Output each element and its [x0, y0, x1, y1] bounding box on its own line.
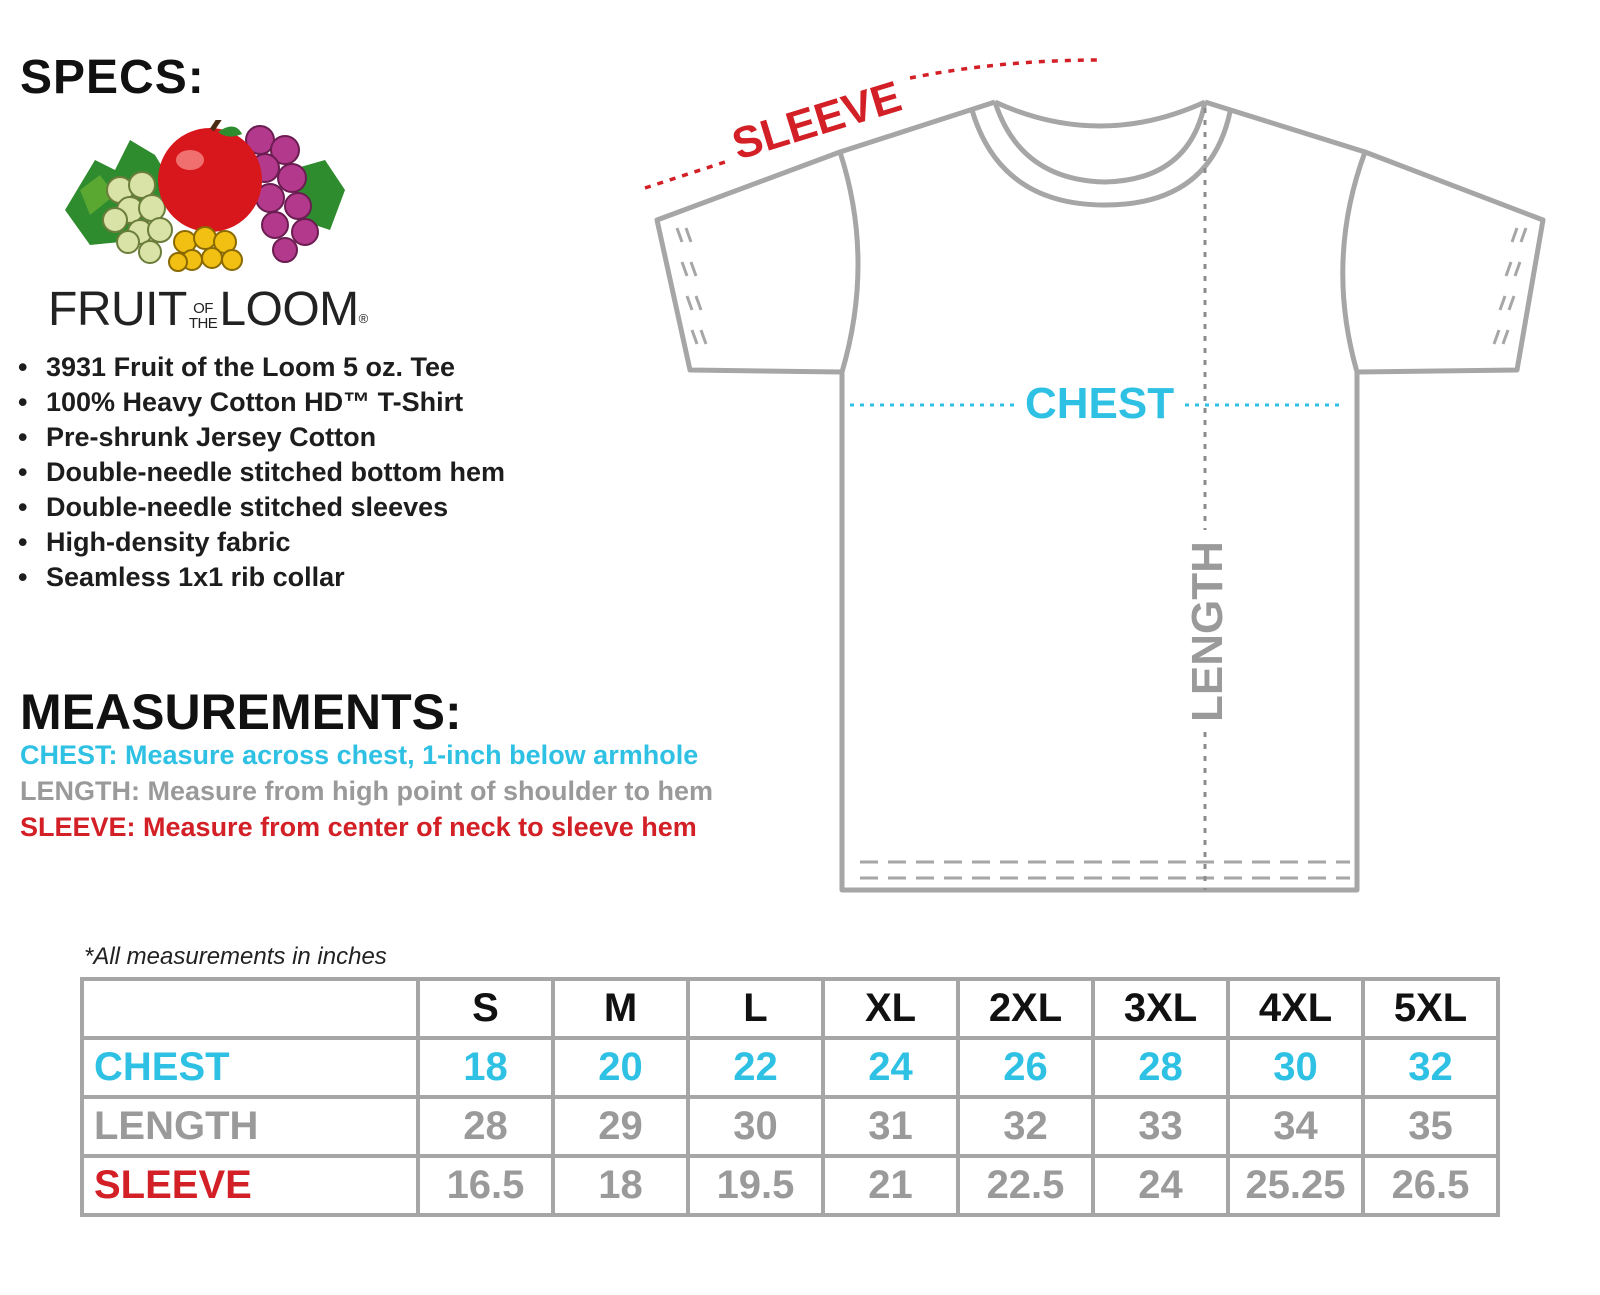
- feature-text: Double-needle stitched bottom hem: [46, 457, 506, 487]
- bullet-icon: •: [18, 352, 28, 382]
- table-cell: 19.5: [688, 1156, 823, 1215]
- size-header: L: [688, 979, 823, 1038]
- registered-mark: ®: [358, 311, 368, 326]
- feature-item: [18, 350, 505, 385]
- table-cell: 24: [1093, 1156, 1228, 1215]
- table-cell: 30: [688, 1097, 823, 1156]
- length-row: [82, 1097, 1498, 1156]
- bullet-icon: •: [18, 422, 28, 452]
- collar-outline: [995, 102, 1205, 126]
- units-note: *All measurements in inches: [84, 943, 387, 970]
- fruit-of-the-loom-logo-icon: [60, 120, 350, 280]
- tshirt-outline: [840, 102, 1365, 890]
- table-cell: 20: [553, 1038, 688, 1097]
- specs-title: SPECS:: [20, 51, 205, 104]
- table-cell: 32: [958, 1097, 1093, 1156]
- brand-word-the: THE: [188, 315, 218, 332]
- size-header: XL: [823, 979, 958, 1038]
- table-cell: 32: [1363, 1038, 1498, 1097]
- row-label-length: LENGTH: [82, 1097, 418, 1156]
- table-cell: 29: [553, 1097, 688, 1156]
- brand-word-of-the: [189, 301, 218, 331]
- feature-item: [18, 525, 505, 560]
- feature-item: [18, 455, 505, 490]
- size-header: M: [553, 979, 688, 1038]
- brand-word-fruit: FRUIT: [48, 283, 187, 336]
- size-header: 3XL: [1093, 979, 1228, 1038]
- table-cell: 22.5: [958, 1156, 1093, 1215]
- table-cell: 18: [418, 1038, 553, 1097]
- table-cell: 35: [1363, 1097, 1498, 1156]
- sleeve-row: [82, 1156, 1498, 1215]
- size-header: S: [418, 979, 553, 1038]
- table-cell: 26: [958, 1038, 1093, 1097]
- feature-item: [18, 420, 505, 455]
- bullet-icon: •: [18, 387, 28, 417]
- table-cell: 30: [1228, 1038, 1363, 1097]
- table-cell: 24: [823, 1038, 958, 1097]
- brand-word-of: OF: [193, 300, 213, 317]
- row-label-sleeve: SLEEVE: [82, 1156, 418, 1215]
- size-header: 5XL: [1363, 979, 1498, 1038]
- feature-text: 3931 Fruit of the Loom 5 oz. Tee: [46, 352, 456, 382]
- table-cell: 21: [823, 1156, 958, 1215]
- feature-item: [18, 490, 505, 525]
- size-header-row: [82, 979, 1498, 1038]
- feature-text: Pre-shrunk Jersey Cotton: [46, 422, 377, 452]
- bullet-icon: •: [18, 457, 28, 487]
- table-cell: 18: [553, 1156, 688, 1215]
- right-sleeve-outline: [1357, 152, 1543, 372]
- feature-list: [18, 350, 505, 595]
- table-cell: 26.5: [1363, 1156, 1498, 1215]
- corner-cell: [82, 979, 418, 1038]
- brand-word-loom: LOOM: [219, 283, 359, 336]
- bullet-icon: •: [18, 492, 28, 522]
- feature-text: Double-needle stitched sleeves: [46, 492, 449, 522]
- feature-text: Seamless 1x1 rib collar: [46, 562, 345, 592]
- sleeve-label: SLEEVE: [726, 71, 907, 170]
- size-header: 4XL: [1228, 979, 1363, 1038]
- table-cell: 31: [823, 1097, 958, 1156]
- length-instruction: LENGTH: Measure from high point of shoulder to hem: [20, 776, 713, 806]
- table-cell: 34: [1228, 1097, 1363, 1156]
- sleeve-instruction: SLEEVE: Measure from center of neck to sleeve hem: [20, 812, 697, 842]
- chest-instruction: CHEST: Measure across chest, 1-inch below armhole: [20, 740, 699, 770]
- chest-row: [82, 1038, 1498, 1097]
- table-cell: 28: [418, 1097, 553, 1156]
- table-cell: 33: [1093, 1097, 1228, 1156]
- row-label-chest: CHEST: [82, 1038, 418, 1097]
- feature-text: High-density fabric: [46, 527, 291, 557]
- feature-item: [18, 560, 505, 595]
- chest-label: CHEST: [1025, 379, 1175, 428]
- brand-wordmark: [48, 282, 368, 337]
- table-cell: 22: [688, 1038, 823, 1097]
- bullet-icon: •: [18, 562, 28, 592]
- measurements-title: MEASUREMENTS:: [20, 684, 462, 740]
- table-cell: 16.5: [418, 1156, 553, 1215]
- size-header: 2XL: [958, 979, 1093, 1038]
- tshirt-diagram: [620, 40, 1580, 920]
- feature-text: 100% Heavy Cotton HD™ T-Shirt: [46, 387, 464, 417]
- size-chart-table: [80, 977, 1500, 1217]
- left-sleeve-outline: [657, 152, 842, 372]
- table-cell: 28: [1093, 1038, 1228, 1097]
- length-label: LENGTH: [1183, 541, 1232, 722]
- bullet-icon: •: [18, 527, 28, 557]
- feature-item: [18, 385, 505, 420]
- table-cell: 25.25: [1228, 1156, 1363, 1215]
